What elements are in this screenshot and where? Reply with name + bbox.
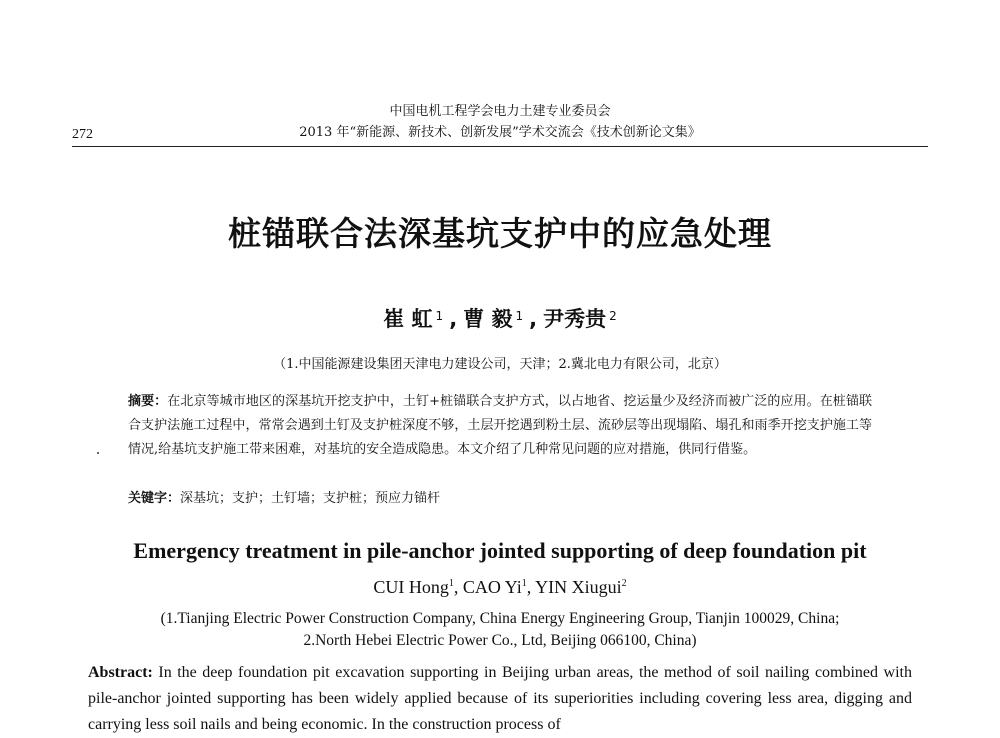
english-abstract-label: Abstract: — [88, 664, 153, 681]
chinese-abstract-label: 摘要： — [128, 394, 168, 409]
author-affil-mark: 1 — [521, 578, 527, 589]
author-name: 崔 虹 — [383, 307, 433, 331]
english-title: Emergency treatment in pile-anchor jointed supporting of deep foundation pit — [133, 538, 867, 563]
chinese-authors — [0, 302, 1000, 333]
chinese-abstract-text: 在北京等城市地区的深基坑开挖支护中，土钉+桩锚联合支护方式，以占地省、挖运量少及经济而被广泛的应用。在桩锚联合支护法施工过程中，常常会遇到土钉及支护桩深度不够，土层开挖遇到粉土层、流砂层等出现塌陷、塌孔和雨季开挖支护施工等情况,给基坑支护施工带来困难，对基坑的安全造成隐患。本文介绍了几种常见问题的应对措施，供同行借鉴。 — [128, 394, 872, 457]
author-affil-mark: 1 — [448, 578, 454, 589]
chinese-title: 桩锚联合法深基坑支护中的应急处理 — [228, 214, 772, 253]
chinese-affiliation: （1.中国能源建设集团天津电力建设公司，天津；2.冀北电力有限公司，北京） — [273, 357, 727, 372]
english-authors: CUI Hong$^1$, CAO Yi$^1$, YIN Xiugui$^2$ — [373, 577, 627, 597]
english-abstract — [88, 660, 912, 738]
english-affiliation-line-2: 2.North Hebei Electric Power Co., Ltd, Beijing 066100, China) — [303, 632, 697, 649]
chinese-keywords-text: 深基坑；支护；土钉墙；支护桩；预应力锚杆 — [180, 491, 441, 506]
author-name: 尹秀贵 — [543, 307, 607, 331]
scan-speck — [97, 452, 99, 454]
page-number: 272 — [72, 127, 93, 142]
author-separator: , — [529, 307, 538, 331]
header-rule — [72, 146, 928, 147]
english-affiliation — [0, 608, 1000, 652]
running-header-organization: 中国电机工程学会电力土建专业委员会 — [389, 104, 611, 119]
running-header-conference: 2013 年“新能源、新技术、创新发展”学术交流会《技术创新论文集》 — [299, 125, 701, 140]
english-abstract-text: In the deep foundation pit excavation supporting in Beijing urban areas, the method of soil nailing combined with pile-anchor jointed supporting has been widely applied because of its superiorities including covering less area, digging and carrying less soil nails and being economic. In the construction process of — [88, 664, 912, 733]
chinese-keywords — [128, 488, 872, 510]
author-affil-mark: 2 — [621, 578, 627, 589]
author-name: CAO Yi — [462, 577, 522, 597]
english-affiliation-line-1: (1.Tianjing Electric Power Construction Company, China Energy Engineering Group, Tianjin 100029, China; — [160, 610, 840, 627]
chinese-keywords-label: 关键字： — [128, 491, 181, 506]
author-name: YIN Xiugui — [535, 577, 622, 597]
author-name: 曹 毅 — [463, 307, 513, 331]
author-name: CUI Hong — [373, 577, 449, 597]
chinese-abstract — [128, 390, 872, 462]
author-affil-mark: 1 — [515, 309, 524, 323]
author-affil-mark: 1 — [435, 309, 444, 323]
author-separator: , — [449, 307, 458, 331]
author-affil-mark: 2 — [609, 309, 617, 323]
